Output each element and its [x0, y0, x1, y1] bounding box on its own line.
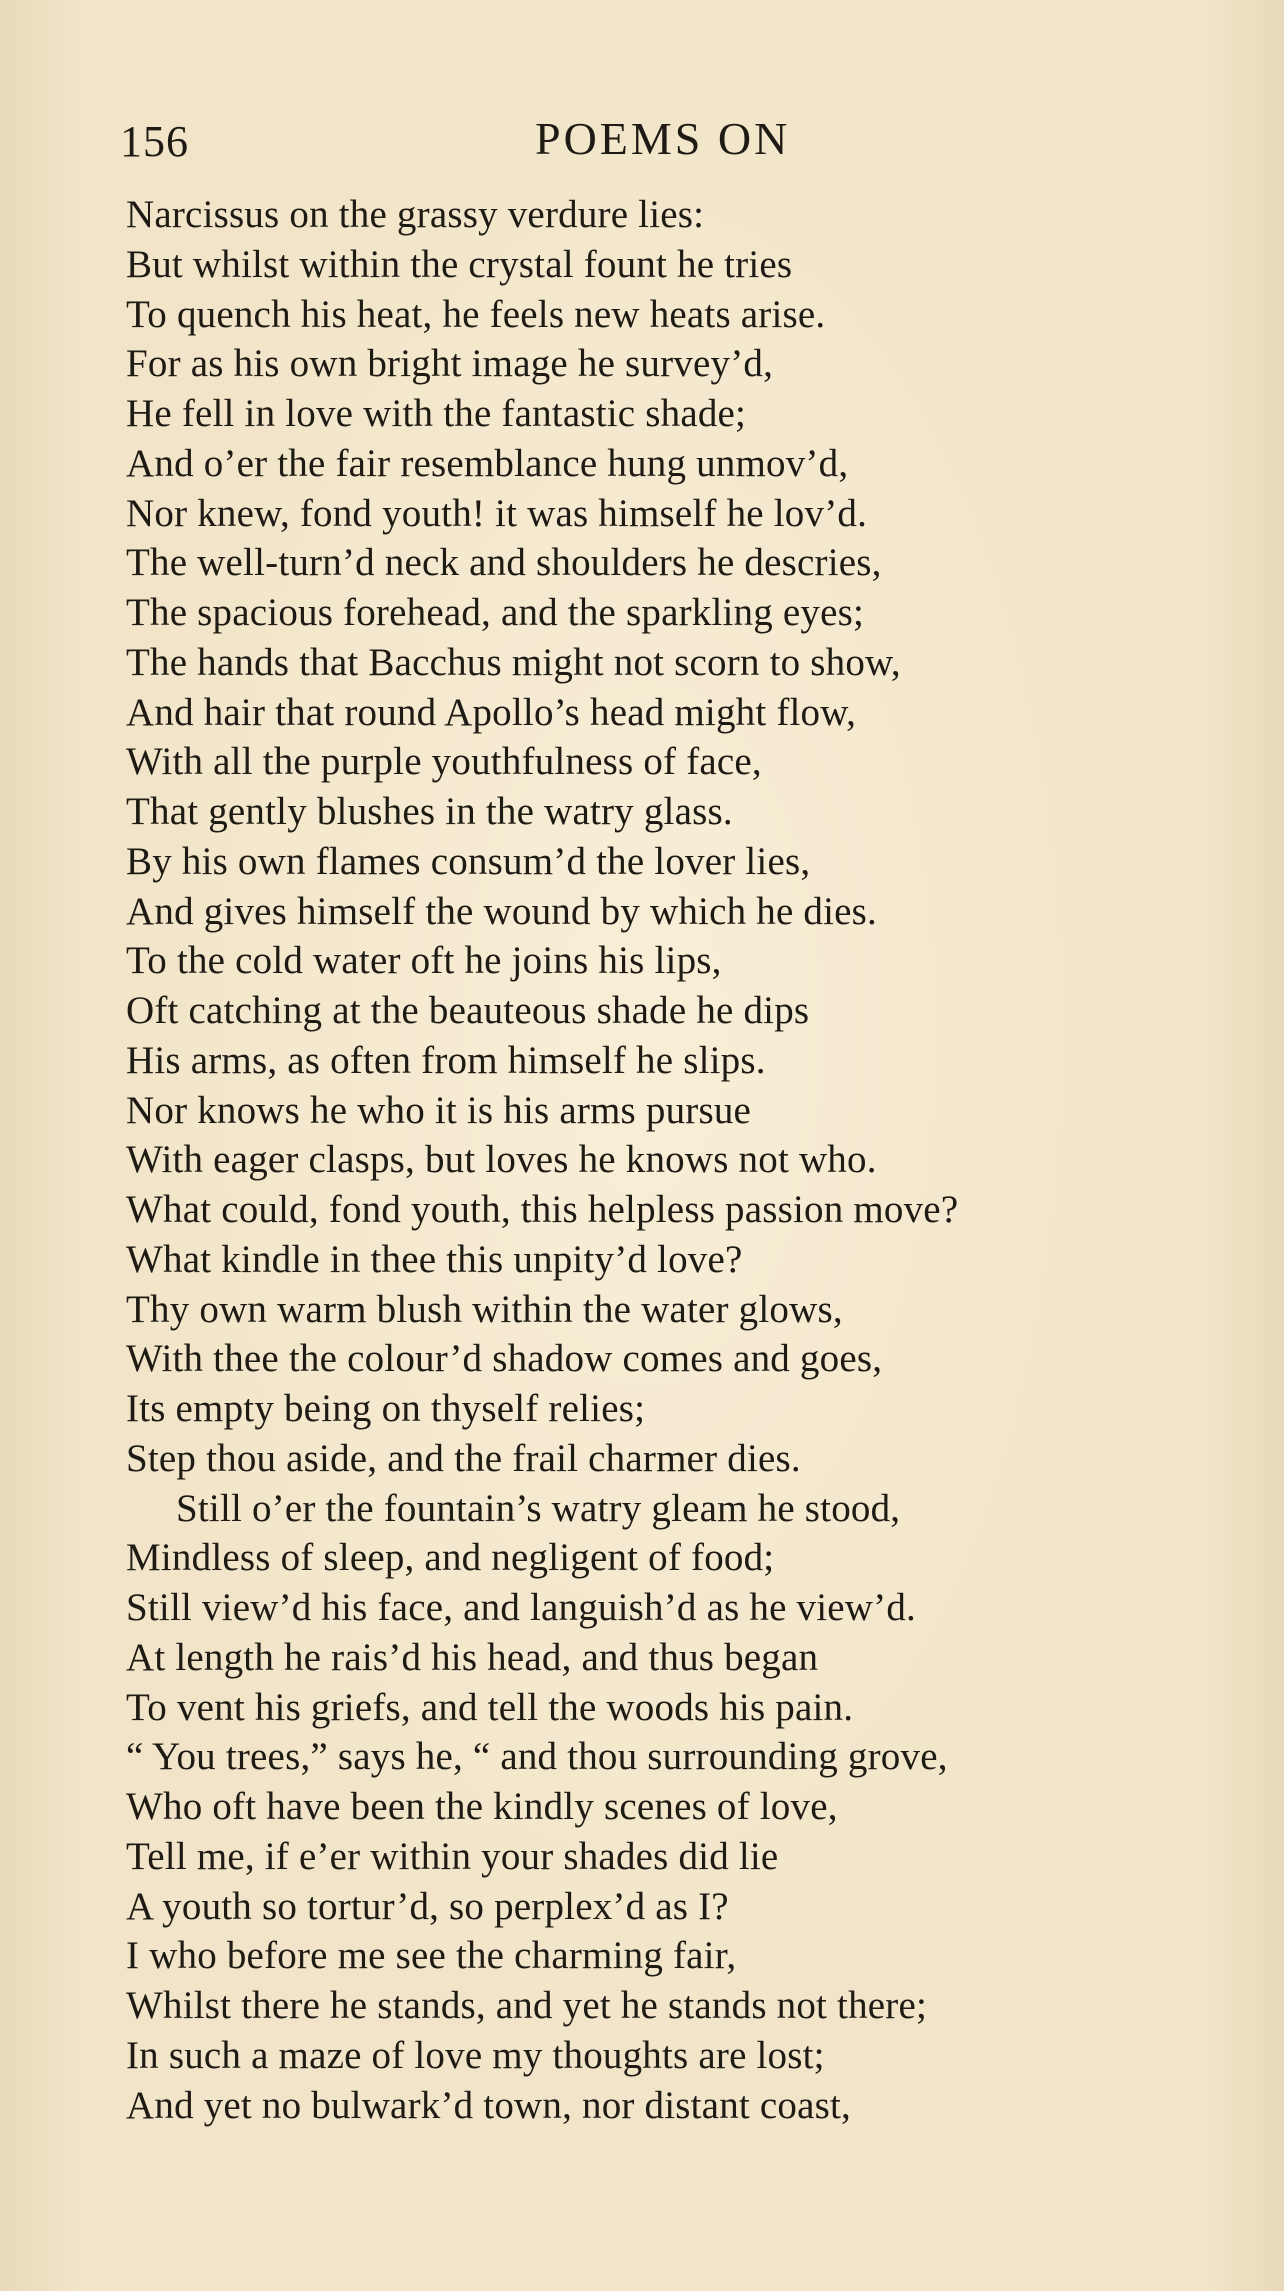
- poem-line: A youth so tortur’d, so perplex’d as I?: [126, 1884, 729, 1928]
- poem-line: Narcissus on the grassy verdure lies:: [126, 193, 705, 236]
- poem-line: Its empty being on thyself relies;: [126, 1387, 646, 1430]
- poem-line: For as his own bright image he survey’d,: [126, 342, 774, 386]
- page-number: 156: [120, 117, 189, 166]
- poem-line: Who oft have been the kindly scenes of love,: [126, 1785, 838, 1828]
- poem-line: In such a maze of love my thoughts are lost;: [126, 2033, 825, 2077]
- poem-line: To quench his heat, he feels new heats arise.: [126, 292, 826, 336]
- poem-line: At length he rais’d his head, and thus began: [126, 1635, 819, 1679]
- poem-line: What kindle in thee this unpity’d love?: [126, 1237, 743, 1281]
- poem-line: And o’er the fair resemblance hung unmov’d,: [126, 441, 849, 485]
- page-header: [0, 108, 1284, 178]
- poem-line: To vent his griefs, and tell the woods his pain.: [126, 1685, 854, 1729]
- poem-line: With eager clasps, but loves he knows not who.: [126, 1138, 877, 1182]
- poem-line: The spacious forehead, and the sparkling eyes;: [126, 591, 865, 634]
- poem-line: With all the purple youthfulness of face,: [126, 740, 762, 784]
- poem-line: The well-turn’d neck and shoulders he descries,: [126, 541, 882, 585]
- poem-line-indented: Still o’er the fountain’s watry gleam he stood,: [176, 1486, 901, 1530]
- poem-line: To the cold water oft he joins his lips,: [126, 939, 722, 983]
- poem-line: And yet no bulwark’d town, nor distant coast,: [126, 2083, 851, 2127]
- poem-line: Nor knows he who it is his arms pursue: [126, 1088, 752, 1132]
- poem-text: [126, 190, 1246, 2130]
- poem-line: With thee the colour’d shadow comes and goes,: [126, 1337, 883, 1381]
- poem-line: Step thou aside, and the frail charmer dies.: [126, 1436, 801, 1480]
- poem-line: But whilst within the crystal fount he tries: [126, 242, 793, 286]
- poem-line: He fell in love with the fantastic shade;: [126, 392, 747, 435]
- poem-line: Mindless of sleep, and negligent of food;: [126, 1536, 775, 1580]
- poem-line: Nor knew, fond youth! it was himself he lov’d.: [126, 491, 868, 535]
- poem-line: What could, fond youth, this helpless passion move?: [126, 1188, 959, 1231]
- poem-line: Still view’d his face, and languish’d as he view’d.: [126, 1586, 917, 1629]
- poem-line: “ You trees,” says he, “ and thou surrounding grove,: [126, 1735, 948, 1779]
- running-head: POEMS ON: [535, 113, 791, 164]
- poem-line: Tell me, if e’er within your shades did lie: [126, 1834, 779, 1878]
- poem-line: Oft catching at the beauteous shade he dips: [126, 989, 810, 1032]
- poem-line: Whilst there he stands, and yet he stands not there;: [126, 1984, 928, 2027]
- poem-line: And gives himself the wound by which he dies.: [126, 889, 877, 933]
- poem-line: I who before me see the charming fair,: [126, 1934, 737, 1978]
- poem-line: The hands that Bacchus might not scorn to show,: [126, 640, 901, 684]
- poem-line: That gently blushes in the watry glass.: [126, 790, 733, 833]
- poem-line: By his own flames consum’d the lover lies,: [126, 839, 811, 883]
- poem-line: Thy own warm blush within the water glows,: [126, 1287, 843, 1331]
- poem-line: His arms, as often from himself he slips.: [126, 1038, 766, 1082]
- poem-line: And hair that round Apollo’s head might flow,: [126, 690, 857, 734]
